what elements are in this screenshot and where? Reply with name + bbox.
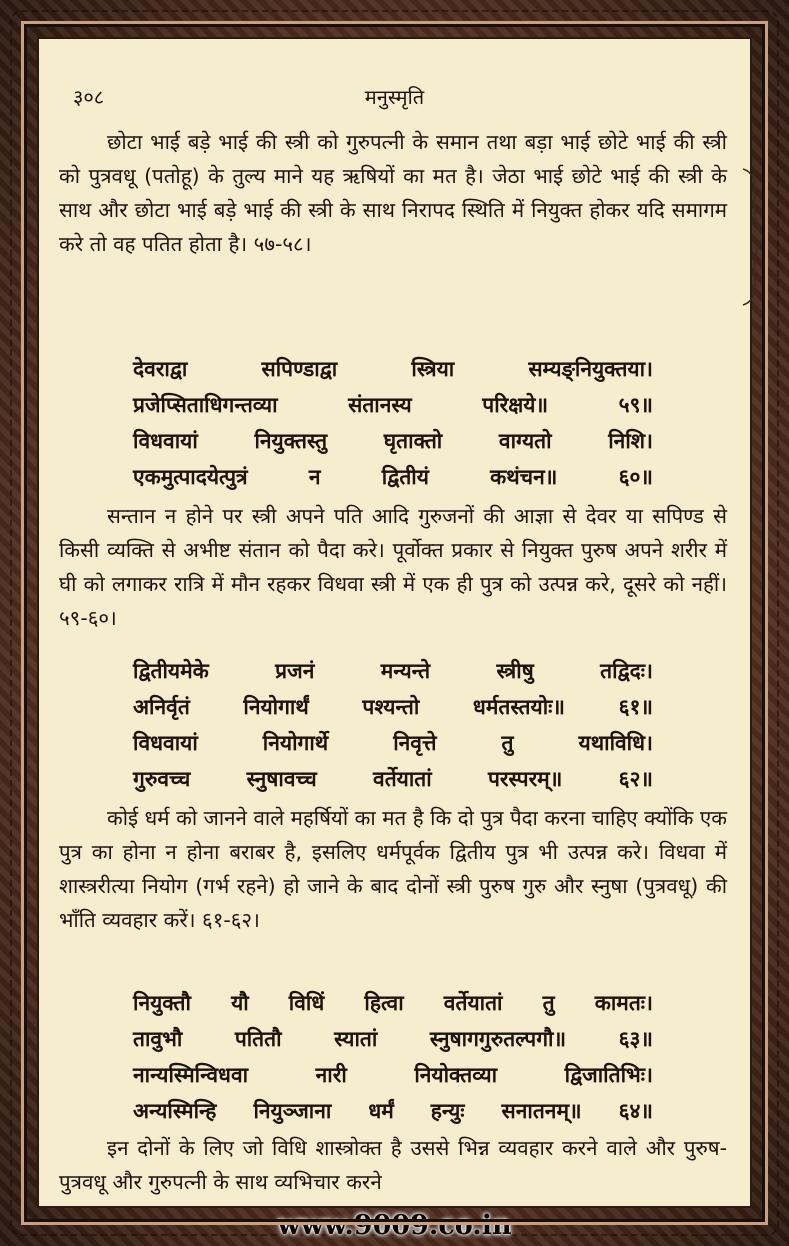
verse-block-61-62 bbox=[133, 653, 653, 797]
verse-line: द्वितीयमेके प्रजनं मन्यन्ते स्त्रीषु तद्विदः। bbox=[133, 659, 653, 683]
verse-block-63-64 bbox=[133, 985, 653, 1129]
page-header bbox=[39, 83, 750, 113]
book-page bbox=[37, 37, 752, 1208]
verse-line: विधवायां नियुक्तस्तु घृताक्तो वाग्यतो निशि। bbox=[133, 429, 653, 453]
verse-line: एकमुत्पादयेत्पुत्रं न द्वितीयं कथंचन॥ ६०॥ bbox=[133, 465, 653, 489]
verse-line: अनिर्वृतं नियोगार्थं पश्यन्तो धर्मतस्तयोः॥ ६१॥ bbox=[133, 695, 653, 719]
verse-line: गुरुवच्च स्नुषावच्च वर्तेयातां परस्परम्॥ ६२॥ bbox=[133, 767, 653, 791]
verse-line: नियुक्तौ यौ विधिं हित्वा वर्तेयातां तु कामतः। bbox=[133, 991, 653, 1015]
page-number: ३०८ bbox=[73, 85, 105, 109]
commentary-paragraph-3: कोई धर्म को जानने वाले महर्षियों का मत है कि दो पुत्र पैदा करना चाहिए क्योंकि एक पुत्र का होना न होना बराबर है, इसलिए धर्मपूर्वक द्वितीय पुत्र भी उत्पन्न करे। विधवा में शास्त्ररीत्या नियोग (गर्भ रहने) हो जाने के बाद दोनों स्त्री पुरुष गुरु और स्नुषा (पुत्रवधू) की भाँति व्यवहार करें। ६१-६२। bbox=[59, 806, 727, 932]
commentary-paragraph-1: छोटा भाई बड़े भाई की स्त्री को गुरुपत्नी के समान तथा बड़ा भाई छोटे भाई की स्त्री को पुत्रवधू (पतोहू) के तुल्य माने यह ऋषियों का मत है। जेठा भाई छोटे भाई की स्त्री के साथ और छोटा भाई बड़े भाई की स्त्री के साथ निरापद स्थिति में नियुक्त होकर यदि समागम करे तो वह पतित होता है। ५७-५८। bbox=[59, 130, 727, 256]
commentary-paragraph-4: इन दोनों के लिए जो विधि शास्त्रोक्त है उससे भिन्न व्यवहार करने वाले और पुरुष-पुत्रवधू और गुरुपत्नी के साथ व्यभिचार करने bbox=[59, 1136, 727, 1194]
verse-line: देवराद्वा सपिण्डाद्वा स्त्रिया सम्यङ्नियुक्तया। bbox=[133, 357, 653, 381]
verse-line: विधवायां नियोगार्थे निवृत्ते तु यथाविधि। bbox=[133, 731, 653, 755]
book-title: मनुस्मृति bbox=[364, 85, 425, 109]
website-watermark: www.9009.co.in bbox=[277, 1210, 512, 1241]
handwritten-bracket-mark bbox=[739, 167, 767, 307]
verse-line: अन्यस्मिन्हि नियुञ्जाना धर्मं हन्युः सनातनम्॥ ६४॥ bbox=[133, 1099, 653, 1123]
verse-line: प्रजेप्सिताधिगन्तव्या संतानस्य परिक्षये॥ ५९॥ bbox=[133, 393, 653, 417]
commentary-paragraph-2: सन्तान न होने पर स्त्री अपने पति आदि गुरुजनों की आज्ञा से देवर या सपिण्ड से किसी व्यक्ति से अभीष्ट संतान को पैदा करे। पूर्वोक्त प्रकार से नियुक्त पुरुष अपने शरीर में घी को लगाकर रात्रि में मौन रहकर विधवा स्त्री में एक ही पुत्र को उत्पन्न करे, दूसरे को नहीं। ५९-६०। bbox=[59, 504, 727, 630]
verse-block-59-60 bbox=[133, 351, 653, 495]
verse-line: नान्यस्मिन्विधवा नारी नियोक्तव्या द्विजातिभिः। bbox=[133, 1063, 653, 1087]
verse-line: तावुभौ पतितौ स्यातां स्नुषागगुरुतल्पगौ॥ ६३॥ bbox=[133, 1027, 653, 1051]
